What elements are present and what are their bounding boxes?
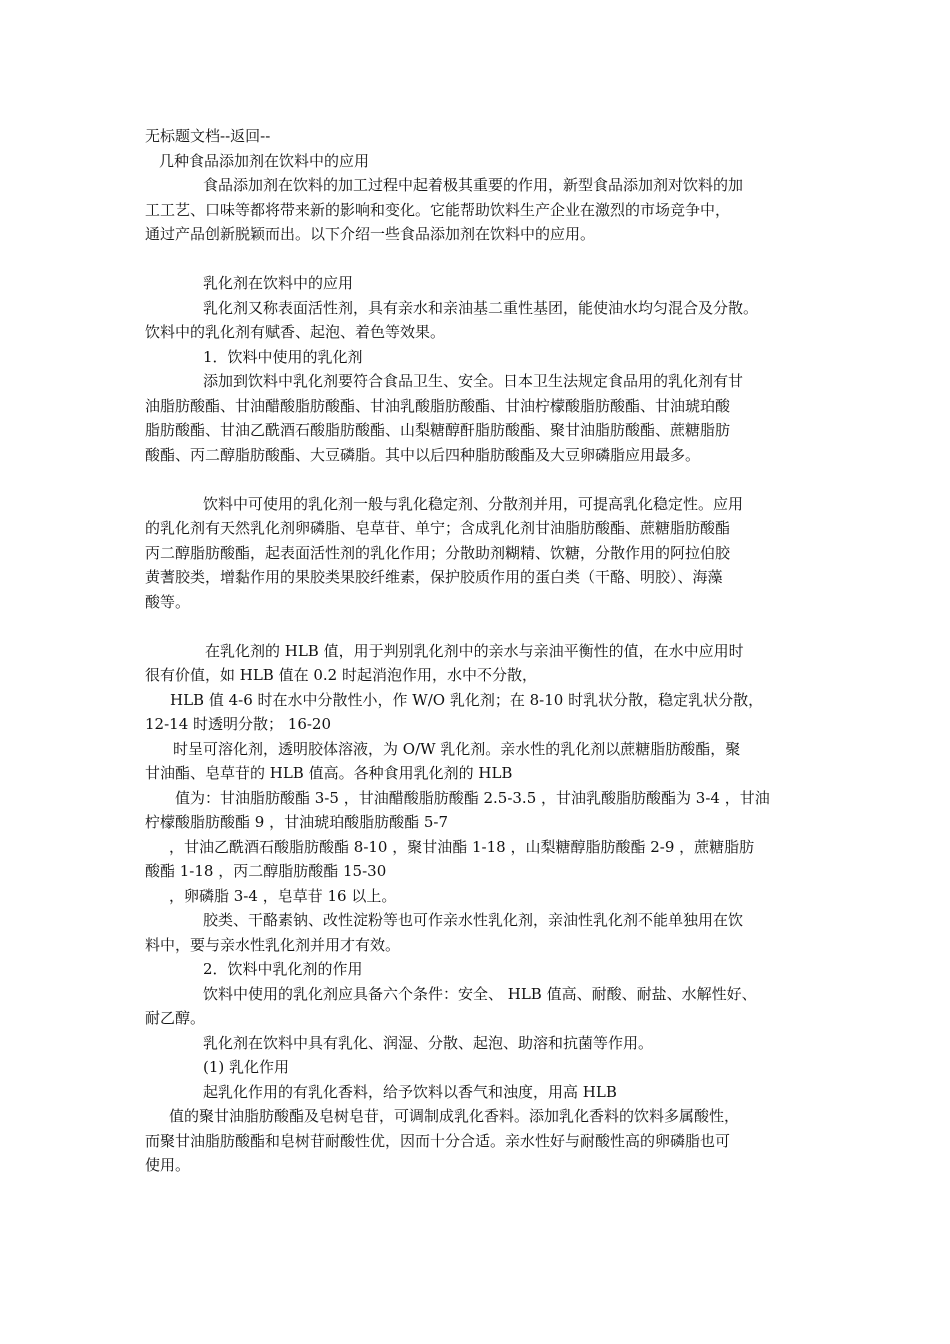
paragraph-line: 耐乙醇。 <box>145 1009 206 1027</box>
paragraph-line: ，卵磷脂 3-4 ，皂草苷 16 以上。 <box>169 886 397 905</box>
paragraph-line: HLB 值 4-6 时在水中分散性小，作 W/O 乳化剂；在 8-10 时乳状分散，稳定乳状分散， <box>170 690 764 709</box>
blank-line <box>145 614 825 639</box>
paragraph-line: 添加到饮料中乳化剂要符合食品卫生、安全。日本卫生法规定食品用的乳化剂有甘 <box>203 372 744 390</box>
paragraph-line: 起乳化作用的有乳化香料，给予饮料以香气和浊度，用高 HLB <box>203 1082 617 1101</box>
paragraph-line: 脂肪酸酯、甘油乙酰酒石酸脂肪酸酯、山梨糖醇酐脂肪酸酯、聚甘油脂肪酸酯、蔗糖脂肪 <box>145 421 731 439</box>
document-header-title: 无标题文档-- <box>145 127 231 145</box>
paragraph-line: 12-14 时透明分散； 16-20 <box>145 715 332 733</box>
paragraph-line: 乳化剂在饮料中具有乳化、润湿、分散、起泡、助溶和抗菌等作用。 <box>203 1033 654 1052</box>
subsection-heading-emulsification: (1) 乳化作用 <box>203 1058 290 1076</box>
paragraph-line: 油脂肪酸酯、甘油醋酸脂肪酸酯、甘油乳酸脂肪酸酯、甘油柠檬酸脂肪酸酯、甘油琥珀酸 <box>145 396 731 415</box>
paragraph-line: 酸酯 1-18 ，丙二醇脂肪酸酯 15-30 <box>145 862 387 880</box>
paragraph-line: 值的聚甘油脂肪酸酯及皂树皂苷，可调制成乳化香料。添加乳化香料的饮料多属酸性， <box>169 1107 740 1125</box>
header-line <box>145 124 825 149</box>
paragraph-line: 使用。 <box>145 1156 191 1174</box>
paragraph-line: 时呈可溶化剂，透明胶体溶液，为 O/W 乳化剂。亲水性的乳化剂以蔗糖脂肪酸酯，聚 <box>173 739 741 758</box>
paragraph-line: 甘油酯、皂草苷的 HLB 值高。各种食用乳化剂的 HLB <box>145 764 513 782</box>
intro-line-1: 食品添加剂在饮料的加工过程中起着极其重要的作用，新型食品添加剂对饮料的加 <box>203 176 744 194</box>
paragraph-line: 在乳化剂的 HLB 值，用于判别乳化剂中的亲水与亲油平衡性的值，在水中应用时 <box>205 641 744 660</box>
paragraph-line: 的乳化剂有天然乳化剂卵磷脂、皂草苷、单宁；含成乳化剂甘油脂肪酸酯、蔗糖脂肪酸酯 <box>145 519 731 537</box>
paragraph-line: 料中，要与亲水性乳化剂并用才有效。 <box>145 935 401 954</box>
paragraph-line: 饮料中可使用的乳化剂一般与乳化稳定剂、分散剂并用，可提高乳化稳定性。应用 <box>203 494 744 513</box>
intro-line-2: 工工艺、口味等都将带来新的影响和变化。它能帮助饮料生产企业在激烈的市场竞争中， <box>145 200 731 219</box>
blank-line <box>145 467 825 492</box>
paragraph-line: 乳化剂又称表面活性剂，具有亲水和亲油基二重性基团，能使油水均匀混合及分散。 <box>203 298 759 317</box>
paragraph-line: 很有价值，如 HLB 值在 0.2 时起消泡作用，水中不分散， <box>145 666 537 684</box>
section-heading-emulsifier: 乳化剂在饮料中的应用 <box>203 274 354 292</box>
paragraph-line: 酸等。 <box>145 592 191 611</box>
paragraph-line: 值为：甘油脂肪酸酯 3-5 ，甘油醋酸脂肪酸酯 2.5-3.5 ，甘油乳酸脂肪酸酯为 3-4 ，甘油 <box>175 788 770 807</box>
paragraph-line: 饮料中使用的乳化剂应具备六个条件：安全、 HLB 值高、耐酸、耐盐、水解性好、 <box>203 984 757 1003</box>
paragraph-line: 丙二醇脂肪酸酯，起表面活性剂的乳化作用；分散助剂糊精、饮糖，分散作用的阿拉伯胶 <box>145 543 731 562</box>
subsection-heading-1: 1．饮料中使用的乳化剂 <box>203 347 363 366</box>
subsection-heading-2: 2．饮料中乳化剂的作用 <box>203 960 363 978</box>
document-body <box>145 124 825 1178</box>
paragraph-line: 酸酯、丙二醇脂肪酸酯、大豆磷脂。其中以后四种脂肪酸酯及大豆卵磷脂应用最多。 <box>145 445 701 464</box>
paragraph-line: 而聚甘油脂肪酸酯和皂树苷耐酸性优，因而十分合适。亲水性好与耐酸性高的卵磷脂也可 <box>145 1131 731 1150</box>
intro-line-3: 通过产品创新脱颖而出。以下介绍一些食品添加剂在饮料中的应用。 <box>145 225 596 243</box>
paragraph-line: 饮料中的乳化剂有赋香、起泡、着色等效果。 <box>145 323 446 341</box>
paragraph-line: 黄蓍胶类，增黏作用的果胶类果胶纤维素，保护胶质作用的蛋白类（干酪、明胶）、海藻 <box>145 568 723 586</box>
paragraph-line: 柠檬酸脂肪酸酯 9 ，甘油琥珀酸脂肪酸酯 5-7 <box>145 813 449 831</box>
document-title: 几种食品添加剂在饮料中的应用 <box>159 151 370 170</box>
blank-line <box>145 247 825 272</box>
paragraph-line: 胶类、干酪素钠、改性淀粉等也可作亲水性乳化剂，亲油性乳化剂不能单独用在饮 <box>203 911 744 929</box>
back-link[interactable]: 返回-- <box>230 127 271 145</box>
paragraph-line: ，甘油乙酰酒石酸脂肪酸酯 8-10 ，聚甘油酯 1-18 ，山梨糖醇脂肪酸酯 2-9 ，蔗糖脂肪 <box>169 837 755 856</box>
